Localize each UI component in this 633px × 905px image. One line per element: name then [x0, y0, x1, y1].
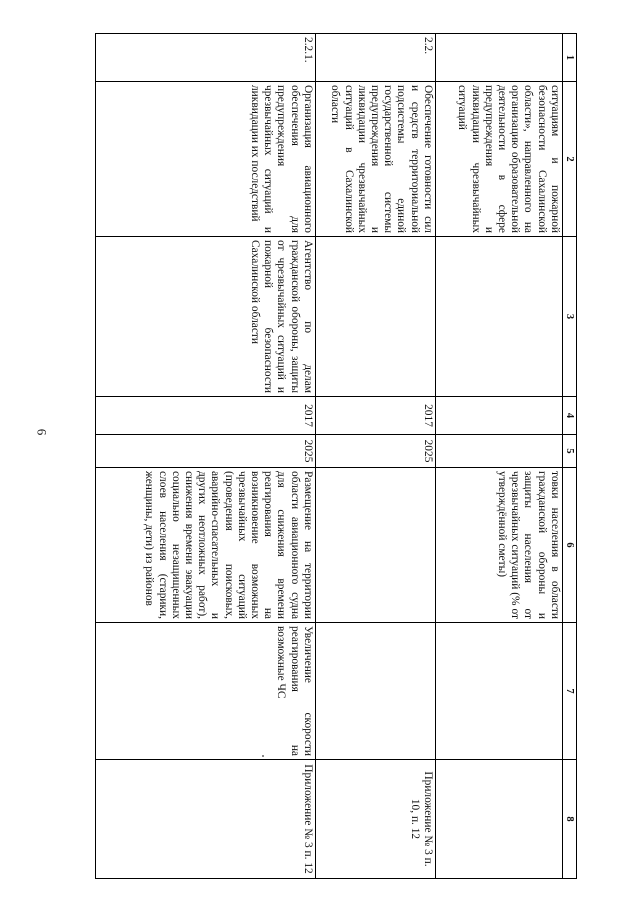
indicator-link	[435, 760, 562, 879]
end-year	[435, 435, 562, 468]
row-number: 2.2.	[315, 34, 435, 82]
consequences: Увеличение скорости реагирования на возможные ЧС	[95, 623, 315, 760]
rotated-page-content	[97, 33, 577, 878]
event-name: Организация авиационного обеспечения для предупреждения чрезвычайных ситуаций и ликвидации их последствий	[95, 82, 315, 237]
start-year: 2017	[95, 397, 315, 435]
header-col-4: 4	[562, 397, 576, 435]
end-year: 2025	[95, 435, 315, 468]
expected-result: товки населения в области гражданской обороны и защиты населения от чрезвычайных ситуаций (% от утверждённой сметы)	[435, 468, 562, 623]
consequences	[315, 623, 435, 760]
table-row	[95, 34, 315, 879]
header-row	[562, 34, 576, 879]
row-number: 2.2.1.	[95, 34, 315, 82]
indicator-link: Приложение № 3 п. 10, п. 12	[315, 760, 435, 879]
header-col-1: 1	[562, 34, 576, 82]
header-col-7: 7	[562, 623, 576, 760]
page-number: 6	[34, 428, 50, 436]
responsible-executor	[435, 237, 562, 397]
responsible-executor	[315, 237, 435, 397]
table-row	[315, 34, 435, 879]
header-col-3: 3	[562, 237, 576, 397]
expected-result: Размещение на территории области авиационного судна для снижения времени реагирования на возникновение возможных чрезвычайных ситуаций (проведения поисковых, аварийно-спасательных и других неотложных работ), снижения времени эвакуации социально незащищенных слоев населения (старики, женщины, дети) из районов	[95, 468, 315, 623]
program-table	[95, 33, 577, 879]
end-year: 2025	[315, 435, 435, 468]
expected-result	[315, 468, 435, 623]
responsible-executor: Агентство по делам гражданской обороны, защиты от чрезвычайных ситуаций и пожарной безопасности Сахалинской области	[95, 237, 315, 397]
header-col-8: 8	[562, 760, 576, 879]
event-name: ситуациям и пожарной безопасности Сахалинской области», направленного на организацию образовательной деятельности в сфере предупреждения и ликвидации чрезвычайных ситуаций	[435, 82, 562, 237]
header-col-5: 5	[562, 435, 576, 468]
consequences	[435, 623, 562, 760]
scan-speck	[262, 755, 264, 757]
row-number	[435, 34, 562, 82]
event-name: Обеспечение готовности сил и средств территориальной подсистемы единой государственной системы предупреждения и ликвидации чрезвычайных ситуаций в Сахалинской области	[315, 82, 435, 237]
table-row	[435, 34, 562, 879]
start-year: 2017	[315, 397, 435, 435]
header-col-6: 6	[562, 468, 576, 623]
start-year	[435, 397, 562, 435]
header-col-2: 2	[562, 82, 576, 237]
indicator-link: Приложение № 3 п. 12	[95, 760, 315, 879]
